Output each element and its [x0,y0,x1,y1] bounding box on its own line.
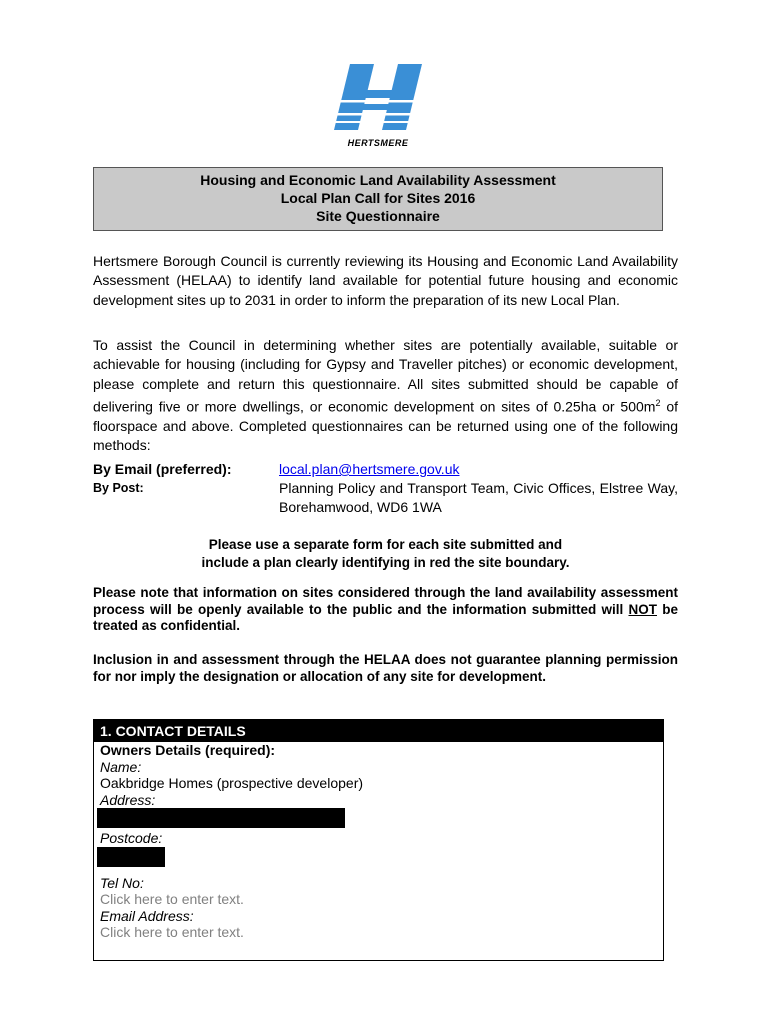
address-redaction [97,808,345,828]
tel-label: Tel No: [100,874,144,891]
postcode-redaction [97,847,165,867]
hertsmere-logo [328,60,428,152]
note-text-2: be treated as confidential. [93,601,678,634]
email-address-field[interactable]: Click here to enter text. [100,924,244,940]
post-method-row [93,479,678,517]
note-emphasis: NOT [628,601,657,617]
postcode-label: Postcode: [100,830,163,846]
title-line-2: Local Plan Call for Sites 2016 [280,190,476,206]
email-address-label: Email Address: [100,907,194,924]
post-method-label: By Post: [93,481,144,495]
separate-form-instruction [93,536,678,572]
hertsmere-h-mark-icon [328,60,428,138]
separate-form-line-1: Please use a separate form for each site submitted and [208,537,563,552]
intro-paragraph: Hertsmere Borough Council is currently reviewing its Housing and Economic Land Availability Assessment (HELAA) to identify land available for potential future housing and economic development sites up to 2031 in order to inform the preparation of its new Local Plan. [93,253,678,308]
title-line-3: Site Questionnaire [316,208,440,224]
return-methods [93,460,678,517]
assist-text-1: To assist the Council in determining whether sites are potentially available, suitable or achievable for housing (including for Gypsy and Traveller pitches) or economic development, please complete and return this questionnaire. All sites submitted should be capable of delivering five or more dwellings, or economic development on sites of 0.25ha or 500m [93,337,678,415]
assist-paragraph [93,336,678,455]
post-address: Planning Policy and Transport Team, Civic Offices, Elstree Way, Borehamwood, WD6 1WA [279,480,678,515]
superscript-2: 2 [655,397,661,408]
title-box [93,167,663,231]
contact-details-body [94,742,663,941]
separate-form-line-2: include a plan clearly identifying in red the site boundary. [201,555,570,570]
assist-text-2: of floorspace and above. Completed questionnaires can be returned using one of the following methods: [93,398,678,454]
title-line-1: Housing and Economic Land Availability Assessment [200,172,556,188]
tel-field[interactable]: Click here to enter text. [100,891,244,907]
email-link[interactable]: local.plan@hertsmere.gov.uk [279,461,460,477]
logo-text: HERTSMERE [347,138,409,148]
name-label: Name: [100,758,142,775]
contact-details-header: 1. CONTACT DETAILS [94,720,663,742]
name-field[interactable]: Oakbridge Homes (prospective developer) [100,775,364,791]
owners-details-label: Owners Details (required): [100,742,276,758]
email-method-row [93,460,678,479]
inclusion-note: Inclusion in and assessment through the HELAA does not guarantee planning permission for nor imply the designation or allocation of any site for development. [93,652,678,684]
contact-details-section [93,719,664,961]
address-label: Address: [100,791,156,808]
confidentiality-note [93,585,678,635]
email-method-label: By Email (preferred): [93,461,232,477]
note-text-1: Please note that information on sites considered through the land availability assessment process will be openly available to the public and the information submitted will [93,585,678,617]
